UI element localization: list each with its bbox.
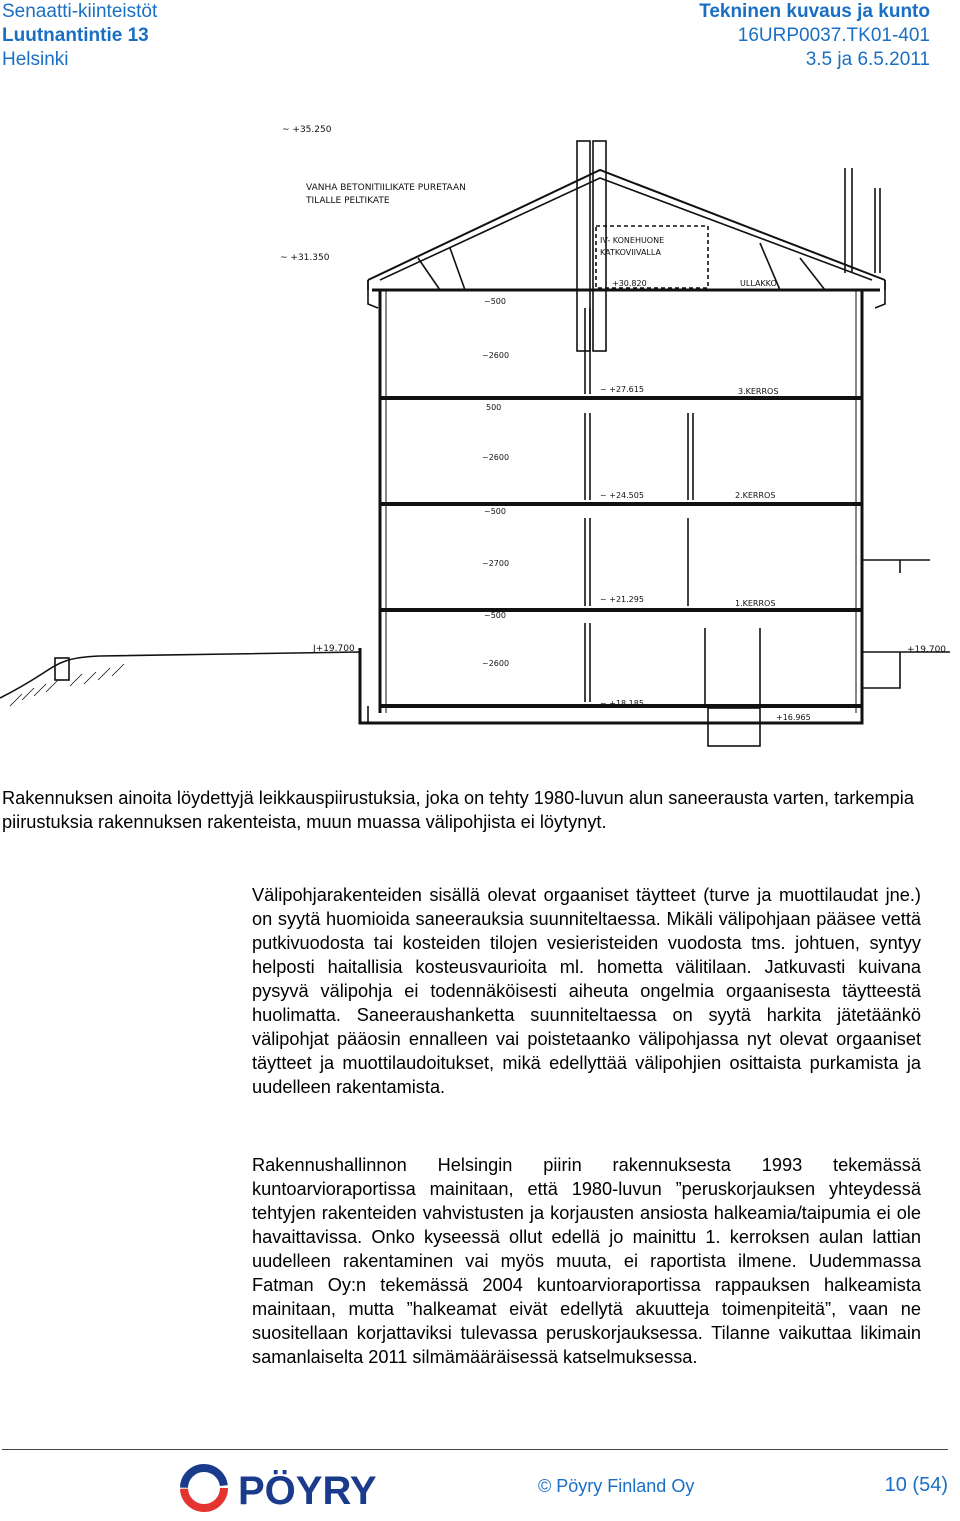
header-doc-id: 16URP0037.TK01-401 [737, 25, 930, 46]
paragraph-2: Välipohjarakenteiden sisällä olevat orgaaniset täytteet (turve ja muottilaudat jne.) on syytä huomioida saneerauksia suunniteltaessa. Mikäli välipohjaan pääsee vettä putkivuodosta tai kosteiden tilojen vesieristeiden vuodosta tms. johtuen, syntyy helposti haitallisia kosteusvaurioita ml. hometta välitilaan. Jatkuvasti kuivana pysyvä välipohja ei todennäköisesti aiheuta ongelmia orgaanisesta täytteestä huolimatta. Saneeraushanketta suunniteltaessa on syytä harkita jätetäänkö välipohjat pääosin ennalleen vai poistetaanko välipohjassa nyt olevat orgaaniset täytteet ja muottilaudoitukset, mikä edellyttää välipohjien osittaista purkamista ja uudelleen rakentamista. [252, 885, 921, 1097]
footer-divider [2, 1449, 948, 1450]
poyry-logo [180, 1462, 440, 1514]
header-left [2, 0, 157, 72]
paragraph-1: Rakennuksen ainoita löydettyjä leikkauspiirustuksia, joka on tehty 1980-luvun alun saneerausta varten, tarkempia piirustuksia rakennuksen rakenteista, muun muassa välipohjista ei löytynyt. [2, 788, 914, 832]
dim-2600-b: ~2600 [482, 453, 510, 462]
elev-2: ~ +24.505 [600, 491, 644, 500]
dim-2600-c: ~2600 [482, 659, 510, 668]
elev-top: ~ +35.250 [282, 125, 332, 135]
section-drawing [0, 108, 960, 788]
dim-500-c: ~500 [484, 507, 506, 516]
floor-2-label: 2.KERROS [735, 491, 776, 500]
floor-1-label: 1.KERROS [735, 599, 776, 608]
header-company: Senaatti-kiinteistöt [2, 1, 158, 22]
dim-2700: ~2700 [482, 559, 510, 568]
ullakko-label: ULLAKKO [740, 279, 777, 288]
elev-low: +16.965 [776, 713, 811, 722]
header-city: Helsinki [2, 49, 69, 70]
ground-right-elev: +19.700 [907, 645, 947, 655]
elev-base: ~ +18.185 [600, 699, 644, 708]
dim-2600-a: ~2600 [482, 351, 510, 360]
ground-left-elev: J+19.700 [313, 644, 355, 654]
iv-label-1: IV- KONEHUONE [600, 236, 665, 245]
dim-500-d: ~500 [484, 611, 506, 620]
dim-500-a: ~500 [484, 297, 506, 306]
roof-note-1: VANHA BETONITIILIKATE PURETAAN [306, 183, 466, 193]
header-date: 3.5 ja 6.5.2011 [805, 49, 930, 70]
logo-wordmark: PÖYRY [238, 1469, 377, 1513]
roof-note-2: TILALLE PELTIKATE [306, 196, 390, 206]
elev-attic: +30.820 [612, 279, 647, 288]
footer-page-number: 10 (54) [884, 1474, 948, 1496]
header-right [699, 0, 930, 72]
header-address: Luutnantintie 13 [2, 25, 149, 46]
dim-500-b: 500 [486, 403, 502, 412]
elev-eaves: ~ +31.350 [280, 253, 330, 263]
elev-1: ~ +21.295 [600, 595, 644, 604]
iv-label-2: KATKOVIIVALLA [600, 248, 662, 257]
paragraph-3: Rakennushallinnon Helsingin piirin rakennuksesta 1993 tekemässä kuntoarvioraportissa mainitaan, että 1980-luvun ”peruskorjauksen yhteydessä tehtyjen rakenteiden vahvistusten ja korjausten ansiosta halkeamia/taipumia ei ole havaittavissa. Onko kyseessä ollut edellä jo mainittu 1. kerroksen aulan lattian uudelleen rakentaminen vai myös muuta, ei raportista ilmene. Uudemmassa Fatman Oy:n tekemässä 2004 kuntoarvioraportissa rappauksen halkeamista mainitaan, mutta ”halkeamat eivät edellytä akuutteja toimenpiteitä”, vaan ne suositellaan korjattaviksi tulevassa peruskorjauksessa. Tilanne vaikuttaa likimain samanlaiselta 2011 silmämääräisessä katselmuksessa. [252, 1155, 921, 1367]
header-doc-title: Tekninen kuvaus ja kunto [699, 1, 930, 22]
floor-3-label: 3.KERROS [738, 387, 779, 396]
elev-3: ~ +27.615 [600, 385, 644, 394]
footer-copyright: © Pöyry Finland Oy [538, 1476, 695, 1496]
